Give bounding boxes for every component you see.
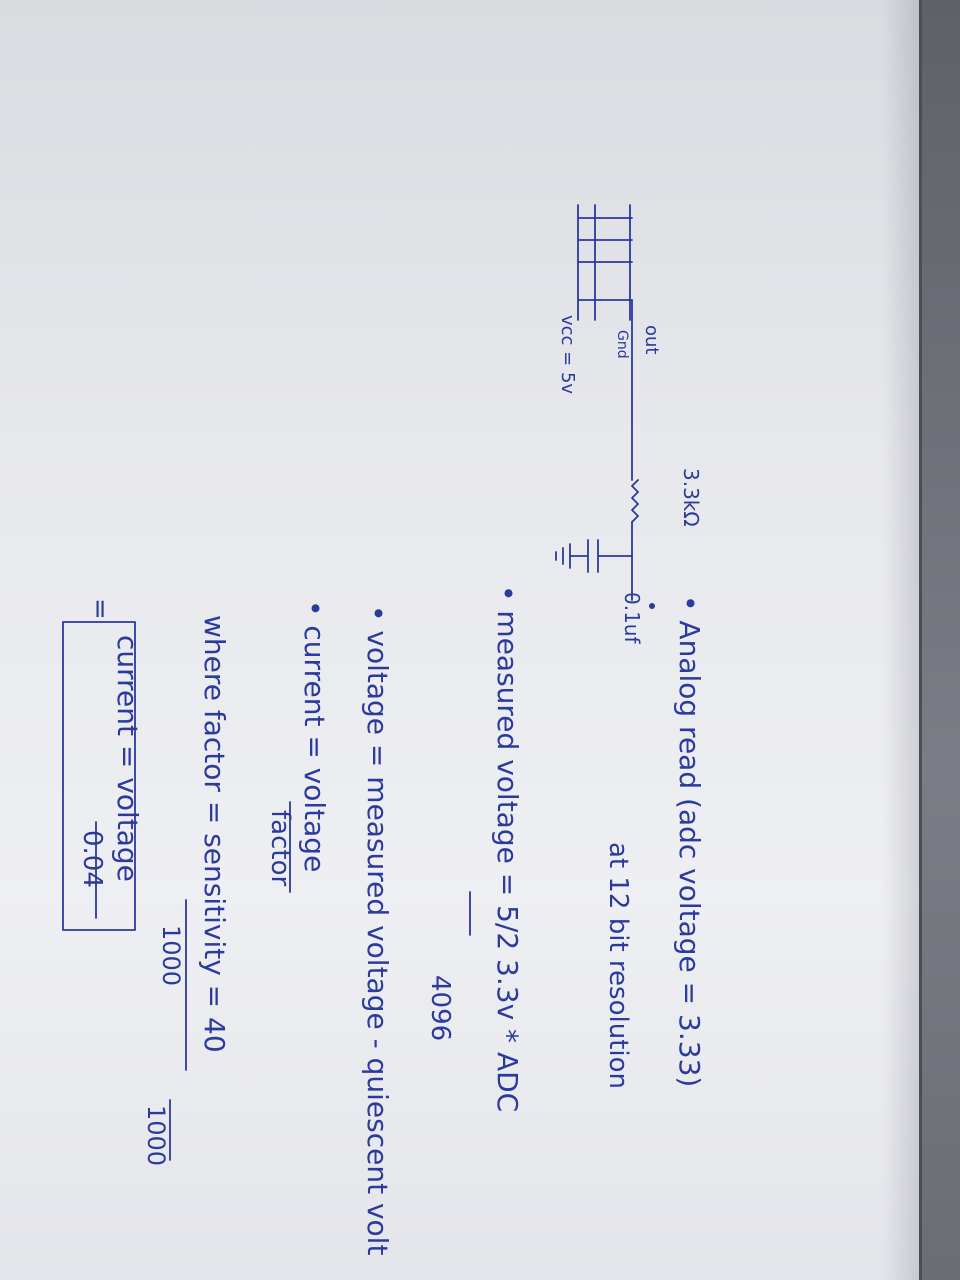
measured-denominator: 4096 [425,975,455,1042]
analog-node [649,603,655,609]
current-line: • current = voltage [298,600,331,873]
current-denominator: factor [265,810,295,887]
sensor-module-outline [578,205,632,320]
capacitor-label: 0.1uf [620,592,644,644]
resolution-line: at 12 bit resolution [603,842,633,1089]
boxed-denominator: 0.04 [77,830,107,888]
capacitor-symbol [556,540,632,572]
measured-voltage-line: • measured voltage = 5/2 3.3v * ADC [491,585,524,1113]
result-denominator: 1000 [142,1105,170,1167]
sensitivity-denominator: 1000 [157,925,185,987]
analog-read-line: • Analog read (adc voltage = 3.33) [673,595,706,1088]
where-line: where factor = sensitivity = 40 [198,615,231,1053]
circuit-diagram [556,205,703,644]
out-label: out [641,325,662,355]
resistor-label: 3.3kΩ [679,468,703,527]
voltage-line: • voltage = measured voltage - quiescent volt [361,605,394,1256]
boxed-equals: = [85,598,115,620]
gnd-label: Gnd [614,330,630,359]
boxed-numerator: current = voltage [111,635,144,882]
resistor-symbol [632,480,638,522]
vcc-label: vcc = 5v [557,315,578,395]
